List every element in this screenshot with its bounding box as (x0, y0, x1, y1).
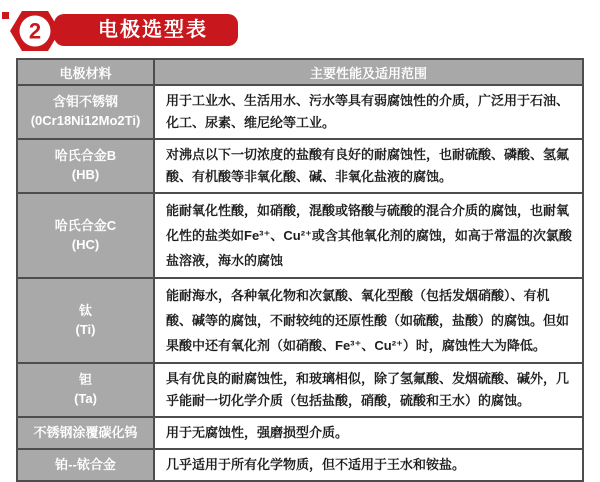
material-cell (17, 417, 154, 449)
material-cell (17, 363, 154, 417)
performance-cell: 对沸点以下一切浓度的盐酸有良好的耐腐蚀性，也耐硫酸、磷酸、氢氟酸、有机酸等非氧化酸、碱、非氧化盐液的腐蚀。 (154, 139, 583, 193)
table-row (17, 139, 583, 193)
performance-cell: 用于工业水、生活用水、污水等具有弱腐蚀性的介质，广泛用于石油、化工、尿素、维尼纶等工业。 (154, 85, 583, 139)
step-number-badge-icon (9, 8, 61, 54)
material-name: 钛 (78, 302, 92, 318)
material-name: 不锈钢涂覆碳化钨 (33, 424, 138, 440)
table-row (17, 417, 583, 449)
table-header-row (17, 59, 583, 85)
performance-cell: 能耐海水，各种氧化物和次氯酸、氧化型酸（包括发烟硝酸）、有机酸、碱等的腐蚀，不耐较纯的还原性酸（如硫酸，盐酸）的腐蚀。但如果酸中还有氧化剂（如硝酸、Fe³⁺、Cu²⁺）时，腐蚀性大为降低。 (154, 278, 583, 363)
left-edge-mark (2, 12, 9, 19)
material-name: 铂--铱合金 (55, 456, 116, 472)
performance-cell: 用于无腐蚀性，强磨损型介质。 (154, 417, 583, 449)
material-code: (Ti) (75, 321, 96, 337)
column-header-material: 电极材料 (17, 59, 154, 85)
material-name: 含钼不锈钢 (52, 94, 118, 110)
table-row (17, 85, 583, 139)
material-code: (Ta) (74, 391, 97, 406)
material-cell (17, 449, 154, 481)
material-cell (17, 139, 154, 193)
performance-cell: 几乎适用于所有化学物质，但不适用于王水和铵盐。 (154, 449, 583, 481)
material-cell (17, 278, 154, 363)
table-row (17, 449, 583, 481)
page-header (0, 6, 600, 56)
electrode-selection-table (16, 58, 584, 482)
badge-number: 2 (28, 18, 42, 44)
material-cell (17, 85, 154, 139)
table-row (17, 193, 583, 278)
material-code: (0Cr18Ni12Mo2Ti) (30, 113, 141, 128)
material-cell (17, 193, 154, 278)
material-name: 哈氏合金C (54, 217, 117, 233)
table-row (17, 278, 583, 363)
performance-cell: 具有优良的耐腐蚀性，和玻璃相似，除了氢氟酸、发烟硫酸、碱外，几乎能耐一切化学介质（包括盐酸，硝酸，硫酸和王水）的腐蚀。 (154, 363, 583, 417)
performance-cell: 能耐氧化性酸，如硝酸，混酸或铬酸与硫酸的混合介质的腐蚀，也耐氧化性的盐类如Fe³⁺、Cu²⁺或含其他氧化剂的腐蚀，如高于常温的次氯酸盐溶液，海水的腐蚀 (154, 193, 583, 278)
column-header-performance: 主要性能及适用范围 (154, 59, 583, 85)
material-name: 哈氏合金B (54, 148, 117, 164)
title-banner (54, 14, 238, 46)
material-code: (HC) (71, 236, 100, 252)
table-row (17, 363, 583, 417)
material-code: (HB) (71, 167, 100, 182)
material-name: 钽 (78, 372, 92, 388)
page-title: 电极选型表 (98, 19, 208, 41)
